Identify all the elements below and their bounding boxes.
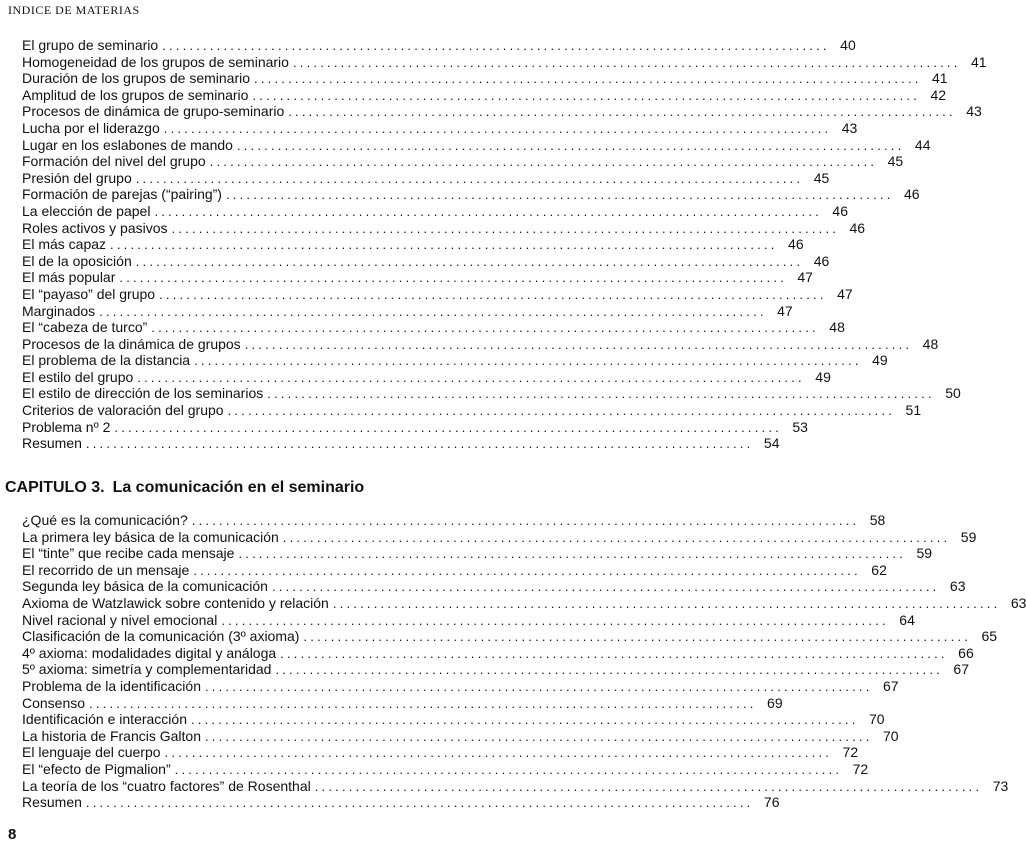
- toc-entry-page: 44: [914, 136, 931, 153]
- toc-section-2: [22, 512, 1026, 811]
- toc-entry: [22, 711, 885, 728]
- toc-entry-page: 64: [899, 611, 915, 628]
- toc-entry-title: La elección de papel: [22, 202, 151, 219]
- toc-entry-title: 5º axioma: simetría y complementaridad: [22, 661, 272, 678]
- toc-entry-title: La historia de Francis Galton: [22, 727, 201, 744]
- dot-leader: ..................................................................................................: [332, 595, 1001, 611]
- toc-entry-title: Duración de los grupos de seminario: [22, 70, 251, 87]
- toc-entry-title: Lucha por el liderazgo: [22, 119, 160, 136]
- toc-entry-page: 62: [871, 561, 887, 578]
- dot-leader: ..................................................................................................: [267, 386, 935, 402]
- toc-entry: [22, 435, 780, 452]
- toc-entry: [22, 335, 939, 353]
- dot-leader: ..................................................................................................: [204, 728, 873, 744]
- page-number: 8: [8, 826, 17, 843]
- toc-entry-title: Problema de la identificación: [22, 677, 201, 694]
- toc-entry-page: 40: [840, 37, 856, 53]
- toc-entry-page: 59: [916, 545, 933, 562]
- toc-entry-page: 67: [953, 661, 969, 678]
- toc-entry-title: El estilo del grupo: [22, 368, 134, 385]
- toc-entry-page: 48: [922, 335, 939, 352]
- toc-entry-title: Resumen: [22, 435, 82, 452]
- running-head: INDICE DE MATERIAS: [8, 3, 140, 17]
- dot-leader: ..................................................................................................: [151, 320, 819, 336]
- dot-leader: ..................................................................................................: [171, 220, 840, 236]
- toc-entry-page: 41: [932, 70, 948, 87]
- toc-entry-title: Nivel racional y nivel emocional: [22, 611, 218, 628]
- toc-entry-title: Marginados: [22, 302, 96, 319]
- toc-entry-page: 67: [882, 677, 899, 694]
- toc-entry-title: El grupo de seminario: [22, 37, 159, 53]
- dot-leader: ..................................................................................................: [252, 87, 921, 103]
- toc-entry-page: 70: [882, 727, 899, 744]
- toc-entry-page: 63: [1010, 594, 1026, 611]
- toc-entry: [22, 352, 888, 369]
- toc-entry: [22, 86, 947, 104]
- toc-entry-page: 47: [777, 302, 793, 319]
- toc-entry: [22, 402, 922, 419]
- toc-entry-title: Formación del nivel del grupo: [22, 153, 206, 170]
- toc-entry-title: El “cabeza de turco”: [22, 319, 148, 336]
- toc-entry: [22, 594, 1026, 612]
- toc-entry-title: ¿Qué es la comunicación?: [22, 512, 188, 528]
- toc-entry: [22, 169, 830, 187]
- toc-entry-title: Presión del grupo: [22, 169, 132, 186]
- toc-entry-page: 54: [763, 435, 780, 452]
- toc-entry-page: 43: [841, 119, 858, 136]
- toc-entry: [22, 611, 915, 629]
- toc-entry-page: 76: [763, 794, 780, 811]
- toc-entry-title: Consenso: [22, 694, 86, 711]
- dot-leader: ..................................................................................................: [114, 419, 782, 435]
- toc-entry-page: 70: [868, 711, 885, 728]
- dot-leader: ..................................................................................................: [193, 562, 861, 578]
- dot-leader: ..................................................................................................: [314, 778, 983, 794]
- dot-leader: ..................................................................................................: [238, 546, 907, 562]
- toc-entry-page: 46: [903, 186, 920, 203]
- toc-entry-title: Procesos de la dinámica de grupos: [22, 335, 241, 352]
- toc-entry-page: 45: [813, 169, 830, 186]
- dot-leader: ..................................................................................................: [303, 629, 972, 645]
- toc-entry-title: Identificación e interacción: [22, 711, 187, 728]
- toc-entry-title: Roles activos y pasivos: [22, 219, 168, 236]
- toc-entry-page: 72: [842, 744, 859, 761]
- toc-entry: [22, 628, 998, 645]
- toc-entry: [22, 727, 899, 745]
- dot-leader: ..................................................................................................: [85, 436, 754, 452]
- toc-entry: [22, 53, 987, 71]
- dot-leader: ..................................................................................................: [288, 104, 956, 120]
- toc-entry: [22, 285, 853, 303]
- toc-entry-title: La teoría de los “cuatro factores” de Rosenthal: [22, 777, 311, 794]
- toc-entry-title: El de la oposición: [22, 252, 132, 269]
- dot-leader: ..................................................................................................: [191, 513, 860, 528]
- toc-entry-page: 43: [966, 103, 982, 120]
- toc-entry: [22, 269, 813, 286]
- toc-entry-page: 58: [869, 512, 886, 528]
- toc-entry-page: 41: [970, 53, 987, 70]
- toc-entry-title: Criterios de valoración del grupo: [22, 402, 224, 419]
- dot-leader: ..................................................................................................: [282, 529, 951, 545]
- toc-entry-page: 65: [981, 628, 998, 645]
- toc-entry-title: Lugar en los eslabones de mando: [22, 136, 233, 153]
- toc-entry: [22, 677, 899, 695]
- toc-entry-title: El “payaso” del grupo: [22, 285, 156, 302]
- toc-entry-page: 47: [837, 285, 853, 302]
- dot-leader: ..................................................................................................: [227, 403, 896, 419]
- toc-entry: [22, 777, 1009, 795]
- dot-leader: ..................................................................................................: [159, 286, 827, 302]
- toc-entry: [22, 236, 804, 253]
- toc-entry-title: El más capaz: [22, 236, 107, 253]
- toc-entry-title: El más popular: [22, 269, 116, 286]
- toc-entry: [22, 302, 793, 320]
- toc-entry: [22, 528, 977, 546]
- dot-leader: ..................................................................................................: [174, 761, 843, 777]
- toc-entry: [22, 661, 969, 678]
- dot-leader: ..................................................................................................: [99, 303, 767, 319]
- toc-entry-page: 46: [832, 202, 848, 219]
- dot-leader: ..................................................................................................: [163, 120, 832, 136]
- dot-leader: ..................................................................................................: [85, 795, 754, 811]
- toc-entry: [22, 794, 780, 811]
- dot-leader: ..................................................................................................: [194, 353, 862, 369]
- toc-entry: [22, 119, 858, 137]
- toc-entry-title: 4º axioma: modalidades digital y análoga: [22, 644, 277, 661]
- toc-entry-title: El estilo de dirección de los seminarios: [22, 385, 264, 402]
- toc-entry-page: 66: [958, 644, 974, 661]
- toc-entry: [22, 136, 931, 154]
- dot-leader: ..................................................................................................: [137, 369, 805, 385]
- toc-entry-page: 72: [852, 760, 869, 777]
- toc-entry: [22, 252, 830, 270]
- toc-entry-page: 46: [813, 252, 830, 269]
- toc-entry-title: El lenguaje del cuerpo: [22, 744, 161, 761]
- toc-entry-title: Amplitud de los grupos de seminario: [22, 86, 249, 103]
- dot-leader: ..................................................................................................: [164, 745, 833, 761]
- toc-entry: [22, 37, 856, 54]
- dot-leader: ..................................................................................................: [209, 154, 878, 170]
- toc-entry-title: Segunda ley básica de la comunicación: [22, 578, 268, 595]
- toc-entry-page: 45: [887, 153, 904, 170]
- toc-entry-title: El “tinte” que recibe cada mensaje: [22, 545, 235, 562]
- dot-leader: ..................................................................................................: [191, 712, 859, 728]
- toc-entry-page: 69: [767, 694, 783, 711]
- toc-entry: [22, 368, 831, 386]
- dot-leader: ..................................................................................................: [275, 662, 943, 678]
- toc-entry: [22, 385, 961, 402]
- dot-leader: ..................................................................................................: [292, 54, 961, 70]
- toc-entry-title: El recorrido de un mensaje: [22, 561, 190, 578]
- dot-leader: ..................................................................................................: [154, 203, 822, 219]
- toc-entry: [22, 760, 869, 778]
- chapter-title: La comunicación en el seminario: [112, 479, 365, 496]
- toc-entry-page: 46: [788, 236, 804, 253]
- toc-entry-page: 46: [849, 219, 866, 236]
- toc-entry: [22, 744, 859, 761]
- dot-leader: ..................................................................................................: [280, 645, 948, 661]
- toc-entry-title: El “efecto de Pigmalion”: [22, 760, 171, 777]
- toc-entry: [22, 545, 933, 562]
- toc-entry-page: 48: [829, 319, 845, 336]
- toc-entry-page: 49: [815, 368, 831, 385]
- toc-entry: [22, 561, 887, 579]
- dot-leader: ..................................................................................................: [205, 678, 873, 694]
- toc-entry-page: 63: [949, 578, 966, 595]
- toc-entry-page: 47: [797, 269, 813, 286]
- toc-entry-page: 42: [930, 86, 947, 103]
- toc-entry: [22, 103, 982, 120]
- toc-entry-title: El problema de la distancia: [22, 352, 191, 369]
- toc-entry-title: Axioma de Watzlawick sobre contenido y relación: [22, 594, 329, 611]
- dot-leader: ..................................................................................................: [162, 38, 830, 53]
- toc-section-1: [22, 37, 987, 452]
- dot-leader: ..................................................................................................: [221, 612, 889, 628]
- dot-leader: ..................................................................................................: [225, 187, 894, 203]
- toc-entry: [22, 202, 848, 220]
- toc-entry-title: Homogeneidad de los grupos de seminario: [22, 53, 289, 70]
- toc-entry: [22, 418, 808, 436]
- dot-leader: ..................................................................................................: [119, 270, 787, 286]
- toc-entry-page: 73: [992, 777, 1009, 794]
- toc-entry-page: 53: [792, 418, 808, 435]
- chapter-number: CAPITULO 3.: [5, 479, 105, 496]
- dot-leader: ..................................................................................................: [135, 170, 804, 186]
- toc-entry-title: Resumen: [22, 794, 82, 811]
- toc-entry: [22, 186, 920, 203]
- toc-entry-page: 59: [960, 528, 977, 545]
- toc-entry-title: Formación de parejas (“pairing”): [22, 186, 222, 203]
- chapter-heading: [5, 479, 364, 497]
- dot-leader: ..................................................................................................: [271, 579, 940, 595]
- toc-entry-page: 49: [872, 352, 888, 369]
- dot-leader: ..................................................................................................: [244, 336, 913, 352]
- toc-entry-title: Problema nº 2: [22, 418, 111, 435]
- toc-entry: [22, 319, 845, 336]
- toc-entry: [22, 219, 866, 237]
- toc-entry-title: La primera ley básica de la comunicación: [22, 528, 279, 545]
- toc-entry: [22, 578, 966, 595]
- dot-leader: ..................................................................................................: [110, 237, 778, 253]
- dot-leader: ..................................................................................................: [89, 695, 757, 711]
- toc-entry: [22, 153, 904, 170]
- toc-entry-title: Clasificación de la comunicación (3º axioma): [22, 628, 300, 645]
- toc-entry-page: 51: [905, 402, 922, 419]
- dot-leader: ..................................................................................................: [135, 253, 804, 269]
- toc-entry: [22, 512, 886, 529]
- toc-entry-title: Procesos de dinámica de grupo-seminario: [22, 103, 285, 120]
- toc-entry-page: 50: [945, 385, 961, 402]
- toc-entry: [22, 70, 948, 87]
- toc-entry: [22, 694, 783, 712]
- toc-entry: [22, 644, 974, 662]
- dot-leader: ..................................................................................................: [254, 71, 922, 87]
- dot-leader: ..................................................................................................: [236, 137, 905, 153]
